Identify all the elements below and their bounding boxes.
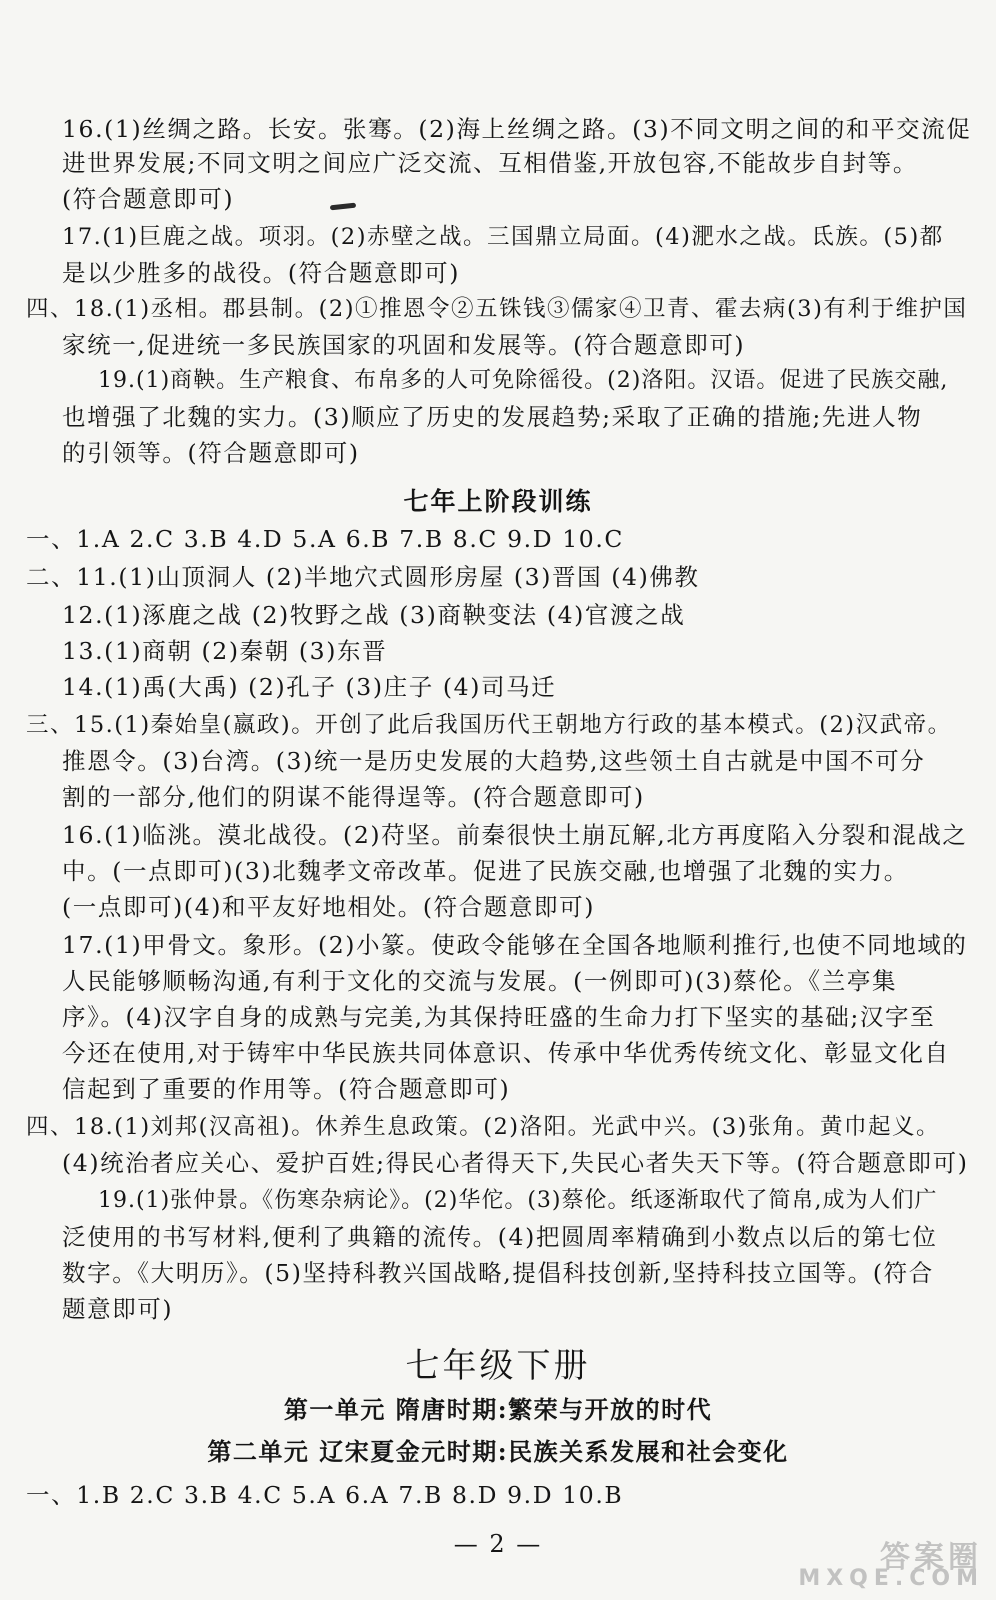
- answer-line: 今还在使用,对于铸牢中华民族共同体意识、传承中华优秀传统文化、彰显文化自: [62, 1039, 950, 1067]
- answer-line: 是以少胜多的战役。(符合题意即可): [62, 259, 461, 287]
- answer-line: 的引领等。(符合题意即可): [62, 439, 360, 467]
- answer-line: 一、1.B 2.C 3.B 4.C 5.A 6.A 7.B 8.D 9.D 10.B: [26, 1481, 624, 1509]
- answer-line: (4)统治者应关心、爱护百姓;得民心者得天下,失民心者失天下等。(符合题意即可): [62, 1149, 969, 1177]
- grade-title: 七年级下册: [405, 1346, 591, 1386]
- answer-line: 一、1.A 2.C 3.B 4.D 5.A 6.B 7.B 8.C 9.D 10.C: [26, 525, 624, 553]
- answer-line: 16.(1)临洮。漠北战役。(2)苻坚。前秦很快土崩瓦解,北方再度陷入分裂和混战之: [62, 821, 968, 849]
- answer-line: (符合题意即可): [62, 185, 235, 213]
- answer-line: 16.(1)丝绸之路。长安。张骞。(2)海上丝绸之路。(3)不同文明之间的和平交流促: [62, 115, 972, 143]
- answer-line: 推恩令。(3)台湾。(3)统一是历史发展的大趋势,这些领土自古就是中国不可分: [62, 747, 926, 775]
- answer-line: 12.(1)涿鹿之战 (2)牧野之战 (3)商鞅变法 (4)官渡之战: [62, 601, 686, 629]
- answer-line: 三、15.(1)秦始皇(嬴政)。开创了此后我国历代王朝地方行政的基本模式。(2)汉武帝。: [26, 712, 952, 738]
- watermark-text: 答案圈: [880, 1540, 982, 1575]
- watermark-logo: [770, 1532, 990, 1594]
- answer-line: 进世界发展;不同文明之间应广泛交流、互相借鉴,开放包容,不能故步自封等。: [62, 149, 918, 177]
- answer-line: 19.(1)张仲景。《伤寒杂病论》。(2)华佗。(3)蔡伦。纸逐渐取代了简帛,成为人们广: [98, 1188, 938, 1213]
- answer-line: (一点即可)(4)和平友好地相处。(符合题意即可): [62, 893, 595, 921]
- answer-line: 四、18.(1)刘邦(汉高祖)。休养生息政策。(2)洛阳。光武中兴。(3)张角。黄巾起义。: [26, 1114, 940, 1140]
- answer-line: 二、11.(1)山顶洞人 (2)半地穴式圆形房屋 (3)晋国 (4)佛教: [26, 563, 700, 591]
- unit-heading: 第二单元 辽宋夏金元时期:民族关系发展和社会变化: [207, 1437, 789, 1466]
- ink-smudge: [330, 203, 356, 211]
- answer-line: 人民能够顺畅沟通,有利于文化的交流与发展。(一例即可)(3)蔡伦。《兰亭集: [62, 967, 898, 995]
- answer-line: 17.(1)甲骨文。象形。(2)小篆。使政令能够在全国各地顺利推行,也使不同地域的: [62, 931, 968, 959]
- answer-line: 序》。(4)汉字自身的成熟与完美,为其保持旺盛的生命力打下坚实的基础;汉字至: [62, 1003, 936, 1031]
- answer-line: 数字。《大明历》。(5)坚持科教兴国战略,提倡科技创新,坚持科技立国等。(符合: [62, 1259, 934, 1287]
- answer-line: 13.(1)商朝 (2)秦朝 (3)东晋: [62, 637, 388, 665]
- answer-line: 割的一部分,他们的阴谋不能得逞等。(符合题意即可): [62, 783, 645, 811]
- watermark-url: MXQE.COM: [798, 1566, 984, 1591]
- answer-line: 信起到了重要的作用等。(符合题意即可): [62, 1075, 511, 1103]
- section-title: 七年上阶段训练: [403, 487, 593, 516]
- answer-line: 17.(1)巨鹿之战。项羽。(2)赤壁之战。三国鼎立局面。(4)淝水之战。氐族。(5)都: [62, 224, 944, 250]
- answer-line: 也增强了北魏的实力。(3)顺应了历史的发展趋势;采取了正确的措施;先进人物: [62, 403, 923, 431]
- answer-line: 家统一,促进统一多民族国家的巩固和发展等。(符合题意即可): [62, 331, 746, 359]
- page-number: — 2 —: [453, 1530, 543, 1558]
- answer-line: 中。(一点即可)(3)北魏孝文帝改革。促进了民族交融,也增强了北魏的实力。: [62, 857, 909, 885]
- answer-line: 题意即可): [62, 1295, 174, 1323]
- answer-line: 泛使用的书写材料,便利了典籍的流传。(4)把圆周率精确到小数点以后的第七位: [62, 1223, 938, 1251]
- answer-line: 19.(1)商鞅。生产粮食、布帛多的人可免除徭役。(2)洛阳。汉语。促进了民族交融,: [98, 368, 949, 393]
- unit-heading: 第一单元 隋唐时期:繁荣与开放的时代: [283, 1395, 713, 1424]
- answer-line: 14.(1)禹(大禹) (2)孔子 (3)庄子 (4)司马迁: [62, 673, 557, 701]
- answer-line: 四、18.(1)丞相。郡县制。(2)①推恩令②五铢钱③儒家④卫青、霍去病(3)有利于维护国: [26, 296, 968, 322]
